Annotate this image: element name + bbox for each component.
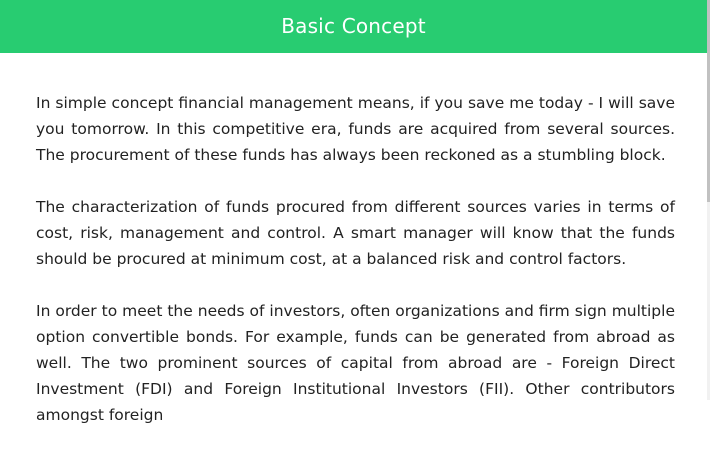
paragraph: In simple concept financial management means, if you save me today - I will save you tomorrow. In this competitive era, funds are acquired from several sources. The procurement of these funds has always been reckoned as a stumbling block. — [36, 94, 675, 164]
page-title: Basic Concept — [281, 13, 426, 38]
paragraph: The characterization of funds procured from different sources varies in terms of cost, risk, management and control. A smart manager will know that the funds should be procured at minimum cost, at a balanced risk and control factors. — [36, 198, 675, 268]
paragraph: In order to meet the needs of investors, often organizations and firm sign multiple option convertible bonds. For example, funds can be generated from abroad as well. The two prominent sources of capital from abroad are - Foreign Direct Investment (FDI) and Foreign Institutional Investors (FII). Other contributors amongst foreign — [36, 302, 675, 424]
header-bar — [0, 0, 707, 53]
article-content — [36, 90, 675, 454]
